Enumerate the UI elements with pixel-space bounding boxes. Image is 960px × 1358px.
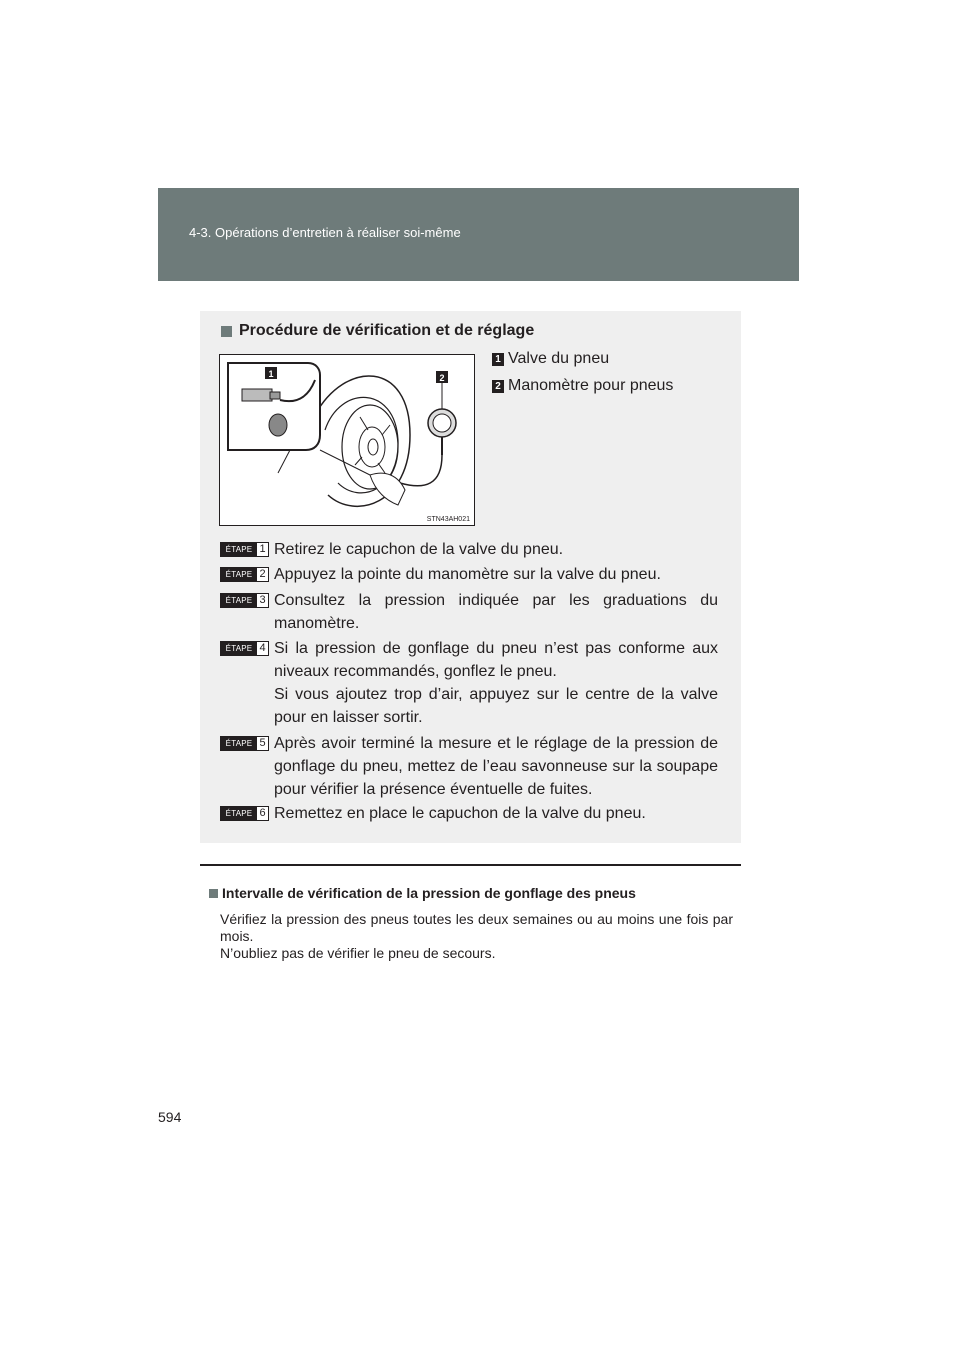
step-word: ÉTAPE — [221, 642, 257, 655]
section-title: 4-3. Opérations d’entretien à réaliser soi-même — [189, 225, 461, 240]
legend-number-badge: 1 — [492, 353, 504, 366]
step-text — [274, 538, 718, 561]
step-number: 6 — [259, 807, 266, 819]
procedure-title: Procédure de vérification et de réglage — [239, 322, 535, 339]
step-line: Si la pression de gonflage du pneu n’est pas conforme aux niveaux recommandés, gonflez le pneu. — [274, 640, 718, 680]
square-bullet-icon — [209, 889, 218, 898]
step-number: 4 — [259, 642, 266, 654]
step-line: Retirez le capuchon de la valve du pneu. — [274, 541, 564, 558]
tire-check-illustration — [219, 354, 475, 526]
interval-body — [220, 911, 733, 962]
step-text — [274, 802, 718, 825]
section-divider — [200, 864, 741, 866]
step-number: 1 — [259, 543, 266, 555]
legend-item-valve — [492, 350, 609, 368]
page-number: 594 — [158, 1109, 182, 1125]
interval-title: Intervalle de vérification de la pression de gonflage des pneus — [222, 885, 636, 901]
interval-paragraph: Vérifiez la pression des pneus toutes les deux semaines ou au moins une fois par mois. — [220, 911, 733, 944]
step-line: Remettez en place le capuchon de la valve du pneu. — [274, 805, 646, 822]
step-line: Si vous ajoutez trop d’air, appuyez sur le centre de la valve pour en laisser sortir. — [274, 686, 718, 726]
step-word: ÉTAPE — [221, 737, 257, 750]
svg-text:2: 2 — [439, 373, 445, 383]
legend-item-gauge — [492, 377, 673, 395]
step-badge — [220, 567, 269, 582]
image-code: STN43AH021 — [426, 516, 470, 523]
step-number: 2 — [259, 568, 266, 580]
step-badge — [220, 542, 269, 557]
square-bullet-icon — [221, 326, 232, 337]
procedure-heading — [221, 322, 534, 340]
step-line: Consultez la pression indiquée par les graduations du manomètre. — [274, 592, 718, 632]
step-line: Appuyez la pointe du manomètre sur la valve du pneu. — [274, 566, 661, 583]
step-5 — [220, 732, 718, 801]
interval-heading — [209, 885, 636, 901]
step-word: ÉTAPE — [221, 543, 257, 556]
step-number: 5 — [259, 737, 266, 749]
legend-label: Manomètre pour pneus — [508, 377, 674, 394]
step-3 — [220, 589, 718, 635]
step-text — [274, 563, 718, 586]
step-number: 3 — [259, 594, 266, 606]
step-2 — [220, 563, 718, 586]
procedure-box — [200, 311, 741, 843]
step-badge — [220, 736, 269, 751]
legend-label: Valve du pneu — [508, 350, 610, 367]
step-6 — [220, 802, 718, 825]
step-badge — [220, 806, 269, 821]
svg-text:1: 1 — [268, 369, 274, 379]
step-line: Après avoir terminé la mesure et le réglage de la pression de gonflage du pneu, mettez de l’eau savonneuse sur la soupape pour vérifier la présence éventuelle de fuites. — [274, 735, 718, 798]
step-text — [274, 637, 718, 729]
step-4 — [220, 637, 718, 729]
section-header-bar — [158, 188, 799, 281]
step-1 — [220, 538, 718, 561]
step-text — [274, 589, 718, 635]
tire-gauge-drawing — [220, 355, 474, 525]
step-text — [274, 732, 718, 801]
step-word: ÉTAPE — [221, 568, 257, 581]
step-badge — [220, 593, 269, 608]
step-word: ÉTAPE — [221, 594, 257, 607]
step-badge — [220, 641, 269, 656]
legend-number-badge: 2 — [492, 380, 504, 393]
interval-paragraph: N’oubliez pas de vérifier le pneu de secours. — [220, 945, 496, 961]
step-word: ÉTAPE — [221, 807, 257, 820]
